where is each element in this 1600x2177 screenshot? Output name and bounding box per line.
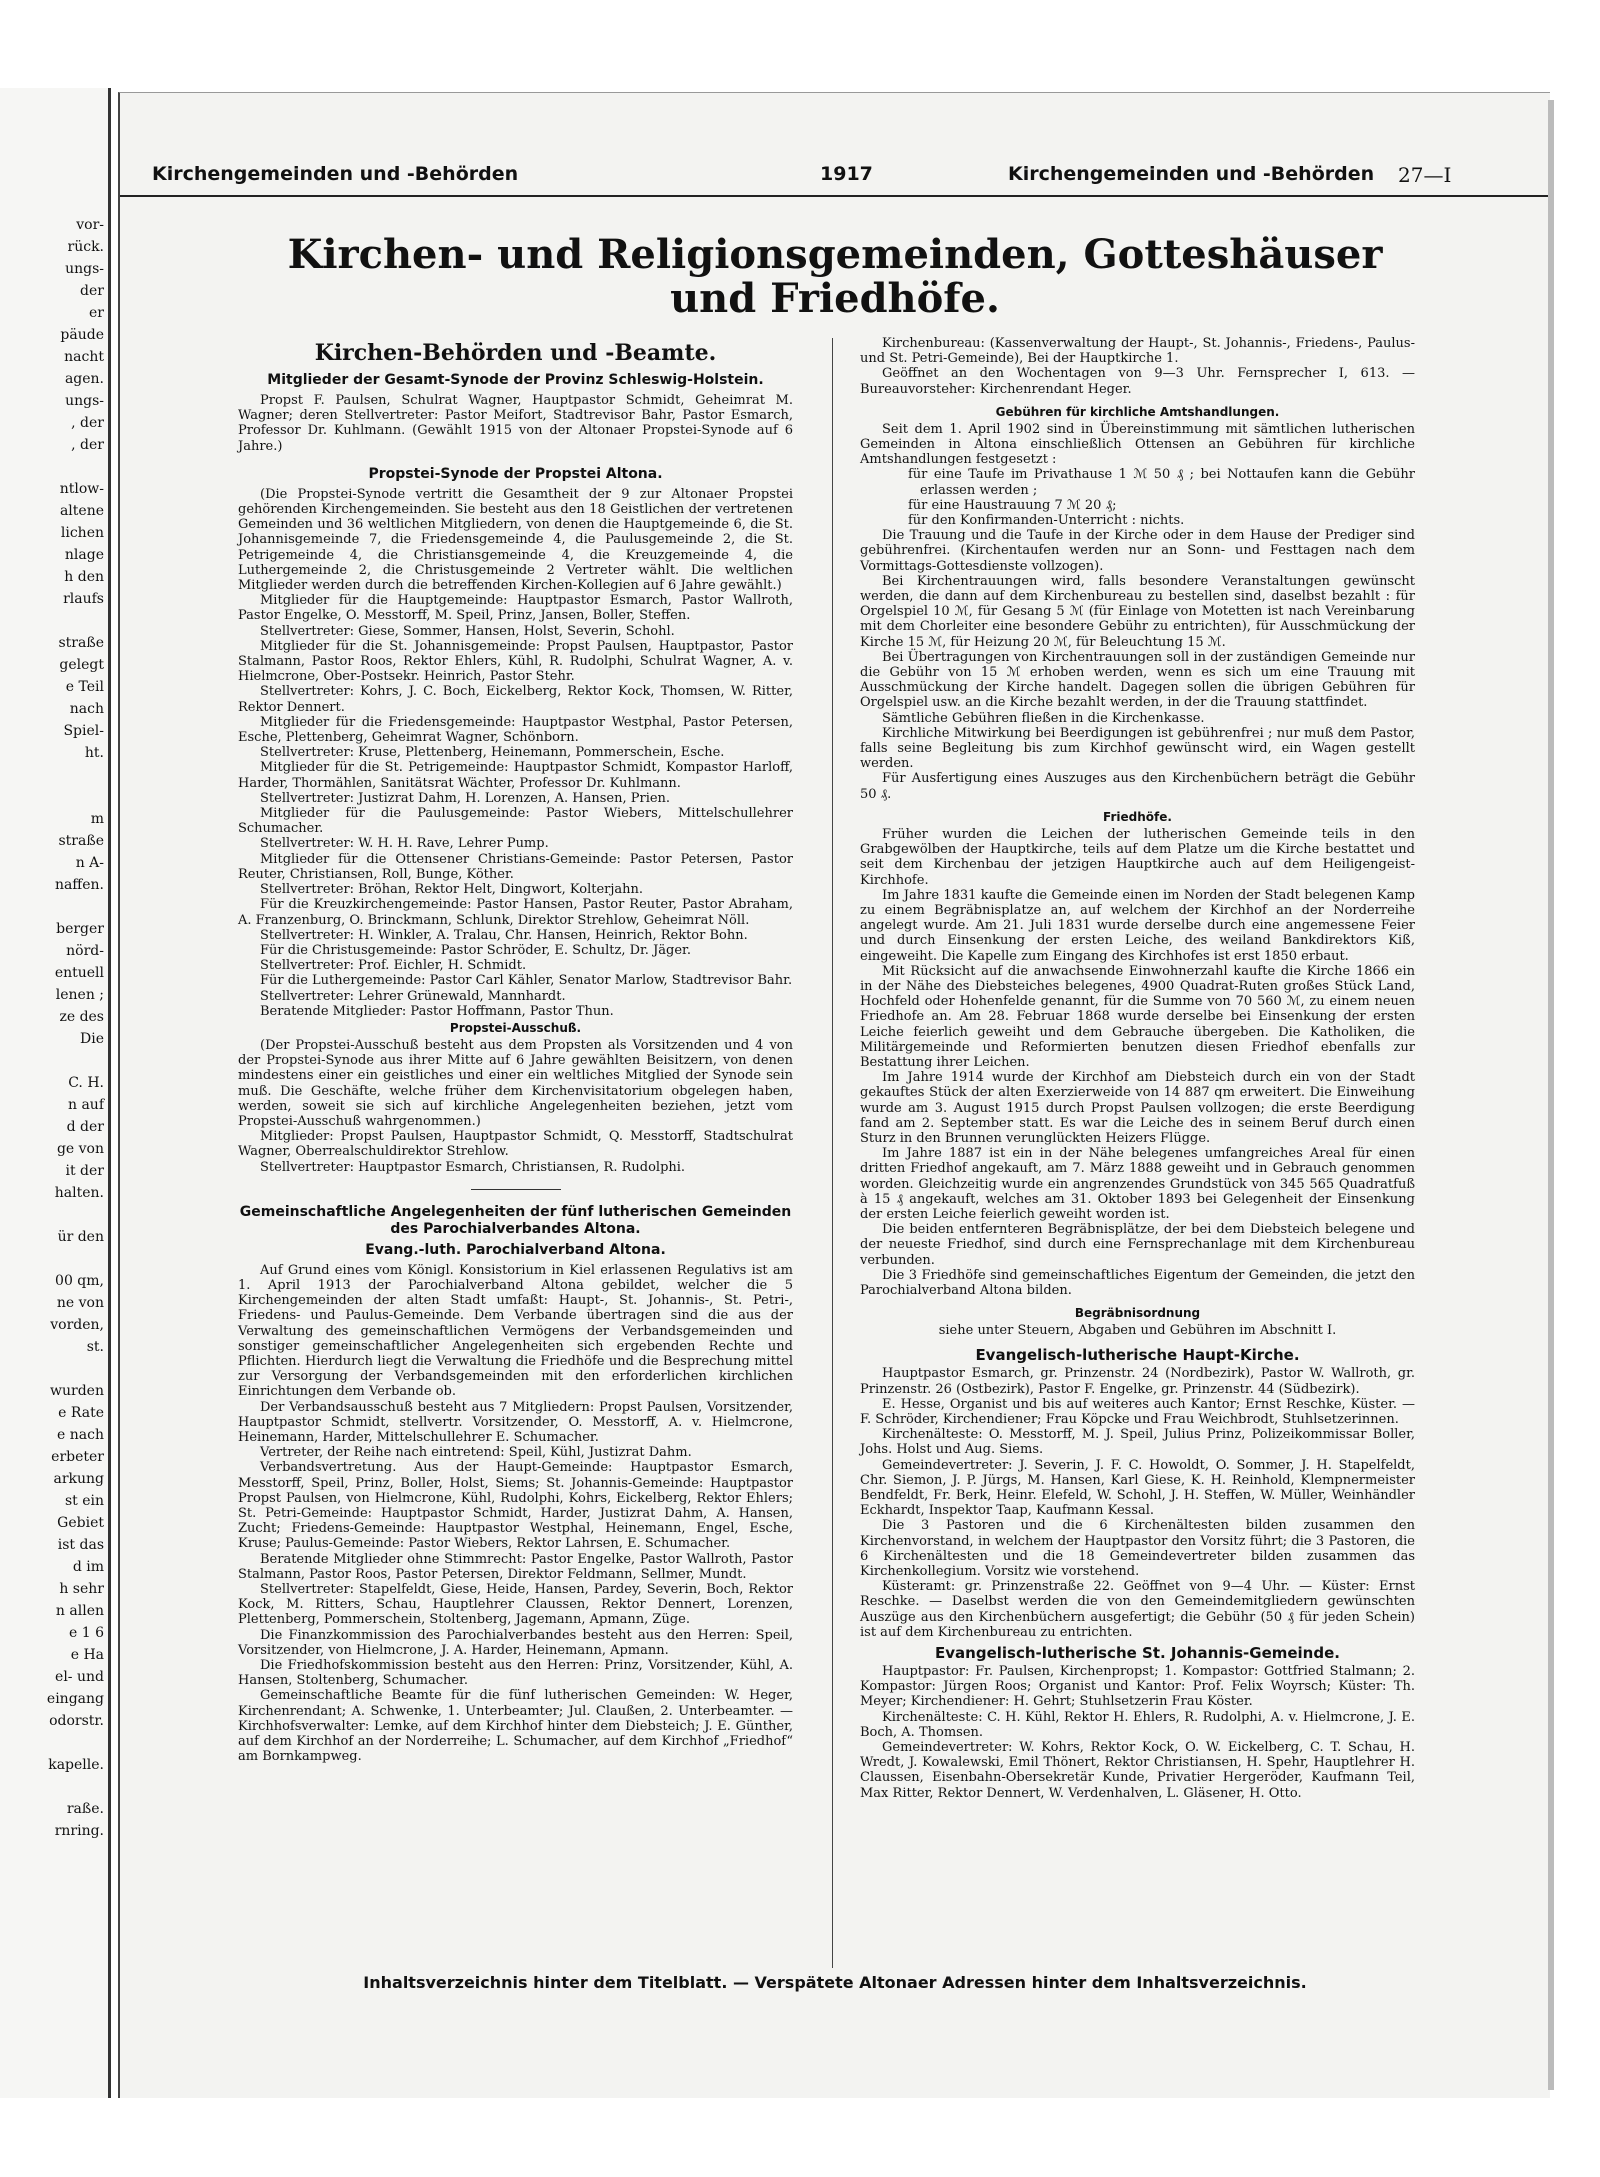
propstei-para: Für die Kreuzkirchengemeinde: Pastor Hansen, Pastor Reuter, Pastor Abraham, A. Franzenburg, O. Brinckmann, Schlunk, Direktor Strehlow, Geheimrat Nöll. bbox=[238, 897, 793, 928]
haupt-para: E. Hesse, Organist und bis auf weiteres auch Kantor; Ernst Reschke, Küster. — F. Schröder, Kirchendiener; Frau Köpcke und Frau Weichbrodt, Stuhlsetzerinnen. bbox=[860, 1396, 1415, 1427]
johannis-para: Kirchenälteste: C. H. Kühl, Rektor H. Ehlers, R. Rudolphi, A. v. Hielmcrone, J. E. Boch, A. Thomsen. bbox=[860, 1709, 1415, 1740]
previous-page-fragment: Die bbox=[80, 1031, 104, 1047]
previous-page-fragment: agen. bbox=[64, 371, 104, 387]
johannis-heading: Evangelisch-lutherische St. Johannis-Gemeinde. bbox=[935, 1644, 1340, 1663]
friedhoefe-para: Die 3 Friedhöfe sind gemeinschaftliches Eigentum der Gemeinden, die jetzt den Parochialverband Altona bilden. bbox=[860, 1267, 1415, 1298]
propstei-para: Mitglieder für die St. Johannisgemeinde: Propst Paulsen, Hauptpastor, Pastor Stalmann, Pastor Roos, Rektor Ehlers, Kühl, R. Rudolphi, Schulrat Wagner, A. v. Hielmcrone, Ober-Postsekr. Heinrich, Pastor Stehr. bbox=[238, 638, 793, 685]
previous-page-fragment: nacht bbox=[64, 349, 104, 365]
previous-page-fragment: odorstr. bbox=[49, 1713, 104, 1729]
friedhoefe-para: Früher wurden die Leichen der lutherischen Gemeinde teils in den Grabgewölben der Hauptkirche, teils auf dem Platze um die Kirche bestattet und seit dem Kirchenbau der jetzigen Hauptkirche auch auf dem Heiligengeist-Kirchhofe. bbox=[860, 826, 1415, 888]
previous-page-fragment: ht. bbox=[84, 745, 104, 761]
haupt-para: Die 3 Pastoren und die 6 Kirchenältesten bilden zusammen den Kirchenvorstand, in welchem der Hauptpastor den Vorsitz führt; die 3 Pastoren, die 6 Kirchenältesten und die 18 Gemeindevertreter bilden zusammen das Kirchenkollegium. Vorsitz wie vorstehend. bbox=[860, 1518, 1415, 1580]
previous-page-fragment: naffen. bbox=[54, 877, 104, 893]
section-title: Kirchen-Behörden und -Beamte. bbox=[314, 340, 717, 366]
previous-page-fragment: ungs- bbox=[65, 393, 104, 409]
previous-page-fragment: lenen ; bbox=[55, 987, 104, 1003]
section-separator bbox=[471, 1189, 561, 1190]
previous-page-fragment: ze des bbox=[59, 1009, 104, 1025]
gebuehren-item: für eine Taufe im Privathause 1 ℳ 50 ₰ ; bei Nottaufen kann die Gebühr erlassen werden ; bbox=[908, 467, 1415, 498]
previous-page-fragment: Spiel- bbox=[63, 723, 104, 739]
previous-page-fragment: nlage bbox=[64, 547, 104, 563]
previous-page-fragment: ge von bbox=[56, 1141, 104, 1157]
verband-para: Der Verbandsausschuß besteht aus 7 Mitgliedern: Propst Paulsen, Vorsitzender, Hauptpastor Schmidt, stellvertr. Vorsitzender, O. Messtorff, A. v. Hielmcrone, Heinemann, Harder, Mittelschullehrer E. Schumacher. bbox=[238, 1399, 793, 1445]
previous-page-fragment: d im bbox=[72, 1559, 104, 1575]
propstei-para: Stellvertreter: Kohrs, J. C. Boch, Eickelberg, Rektor Kock, Thomsen, W. Ritter, Rektor Dennert. bbox=[238, 684, 793, 715]
previous-page-fragment: ür den bbox=[57, 1229, 104, 1245]
ausschuss-para: (Der Propstei-Ausschuß besteht aus dem Propsten als Vorsitzenden und 4 von der Propstei-Synode aus ihrer Mitte auf 6 Jahre gewählten Beisitzern, von denen mindestens einer ein geistliches und einer ein weltliches Mitglied der Synode sein muß. Die Geschäfte, welche früher dem Kirchenvisitatorium obgelegen haben, werden, soweit sie sich auf kirchliche Angelegenheiten beziehen, jetzt vom Propstei-Ausschuß wahrgenommen.) bbox=[238, 1037, 793, 1129]
previous-page-fragment: nörd- bbox=[66, 943, 104, 959]
previous-page-fragment: st ein bbox=[64, 1493, 104, 1509]
previous-page-fragment: berger bbox=[56, 921, 104, 937]
previous-page-fragment: st. bbox=[86, 1339, 104, 1355]
previous-page-fragment: ne von bbox=[56, 1295, 104, 1311]
page-number: 27—I bbox=[1398, 163, 1452, 187]
haupt-para: Hauptpastor Esmarch, gr. Prinzenstr. 24 (Nordbezirk), Pastor W. Wallroth, gr. Prinzenstr. 26 (Ostbezirk), Pastor F. Engelke, gr. Prinzenstr. 44 (Südbezirk). bbox=[860, 1366, 1415, 1397]
propstei-para: Für die Christusgemeinde: Pastor Schröder, E. Schultz, Dr. Jäger. bbox=[260, 942, 691, 958]
previous-page-fragment: n auf bbox=[67, 1097, 104, 1113]
document-page bbox=[118, 92, 1550, 2098]
previous-page-fragment: wurden bbox=[50, 1383, 104, 1399]
head-rule bbox=[120, 195, 1550, 197]
previous-page-fragment: C. H. bbox=[68, 1075, 104, 1091]
gebuehren-para: Sämtliche Gebühren fließen in die Kirchenkasse. bbox=[882, 710, 1205, 726]
gebuehren-intro: Seit dem 1. April 1902 sind in Übereinstimmung mit sämtlichen lutherischen Gemeinden in Altona einschließlich Ottensen an Gebühren für kirchliche Amtshandlungen festgesetzt : bbox=[860, 421, 1415, 468]
friedhoefe-para: Im Jahre 1831 kaufte die Gemeinde einen im Norden der Stadt belegenen Kamp zu einem Begräbnisplatze an, auf welchem der Kirchhof an der Norderreihe angelegt wurde. Am 21. Juli 1831 wurde derselbe durch eine angemessene Feier und durch Einsenkung der ersten Leiche, des weiland Bankdirektors Kiß, eingeweiht. Die Kapelle zum Eingang des Kirchhofes ist erst 1850 erbaut. bbox=[860, 887, 1415, 964]
ordnung-heading: Begräbnisordnung bbox=[1074, 1306, 1201, 1321]
gebuehren-item: für eine Haustrauung 7 ℳ 20 ₰; bbox=[908, 497, 1117, 513]
previous-page-fragment: nach bbox=[69, 701, 104, 717]
gemein-heading: Gemeinschaftliche Angelegenheiten der fünf lutherischen Gemeinden des Parochialverbandes Altona. bbox=[239, 1203, 792, 1237]
propstei-para: Für die Luthergemeinde: Pastor Carl Kähler, Senator Marlow, Stadtrevisor Bahr. bbox=[260, 973, 793, 989]
page-edge-shadow bbox=[1548, 100, 1554, 2090]
previous-page-fragment: e 1 6 bbox=[69, 1625, 104, 1641]
gebuehren-para: Bei Kirchentrauungen wird, falls besondere Veranstaltungen gewünscht werden, die dann auf dem Kirchenbureau zu bestellen sind, daselbst bezahlt : für Orgelspiel 10 ℳ, für Gesang 5 ℳ (für Einlage von Motetten ist nach Vereinbarung mit dem Chorleiter eine besondere Gebühr zu entrichten), für Ausschmückung der Kirche 15 ℳ, für Heizung 20 ℳ, für Beleuchtung 15 ℳ. bbox=[860, 573, 1415, 650]
previous-page-fragment: arkung bbox=[53, 1471, 104, 1487]
ausschuss-para: Stellvertreter: Hauptpastor Esmarch, Christiansen, R. Rudolphi. bbox=[260, 1159, 686, 1175]
propstei-para: Mitglieder für die Friedensgemeinde: Hauptpastor Westphal, Pastor Petersen, Esche, Plettenberg, Geheimrat Wagner, Schönborn. bbox=[238, 714, 793, 746]
right-column bbox=[860, 336, 1415, 1801]
propstei-para: Stellvertreter: Giese, Sommer, Hansen, Holst, Severin, Schohl. bbox=[260, 623, 675, 639]
ausschuss-heading: Propstei-Ausschuß. bbox=[449, 1020, 582, 1035]
running-head bbox=[120, 163, 1550, 193]
previous-page-fragment: straße bbox=[58, 635, 104, 651]
previous-page-fragment: m bbox=[90, 811, 104, 827]
previous-page-fragment: halten. bbox=[54, 1185, 104, 1201]
gebuehren-para: Für Ausfertigung eines Auszuges aus den Kirchenbüchern beträgt die Gebühr 50 ₰. bbox=[860, 771, 1415, 802]
friedhoefe-para: Im Jahre 1914 wurde der Kirchhof am Diebsteich durch ein von der Stadt gekauftes Stück der alten Exerzierweide von 14 887 qm erweitert. Die Einweihung wurde am 3. August 1915 durch Propst Paulsen vollzogen; die erste Beerdigung fand am 2. September statt. Es war die Leiche des in seinem Beruf durch einen Sturz in den Brunnen verunglückten Heizers Flügge. bbox=[860, 1070, 1415, 1146]
verband-para: Verbandsvertretung. Aus der Haupt-Gemeinde: Hauptpastor Esmarch, Messtorff, Speil, Prinz, Boller, Holst, Siems; St. Johannis-Gemeinde: Hauptpastor Propst Paulsen, von Hielmcrone, Kühl, Rudolphi, Kohrs, Eickelberg, Rektor Ehlers; St. Petri-Gemeinde: Hauptpastor Schmidt, Harder, Justizrat Dahm, A. Hansen, Zucht; Friedens-Gemeinde: Hauptpastor Westphal, Heinemann, Engel, Esche, Kruse; Paulus-Gemeinde: Pastor Wiebers, Rektor Lahrsen, E. Schumacher. bbox=[238, 1460, 793, 1552]
previous-page-fragment: straße bbox=[58, 833, 104, 849]
page-title-line2: und Friedhöfe. bbox=[670, 275, 1000, 322]
previous-page-fragment: , der bbox=[71, 415, 104, 431]
propstei-para: Stellvertreter: Prof. Eichler, H. Schmidt. bbox=[260, 958, 527, 974]
haupt-heading: Evangelisch-lutherische Haupt-Kirche. bbox=[975, 1346, 1300, 1365]
left-column bbox=[238, 338, 793, 1764]
verband-para: Gemeinschaftliche Beamte für die fünf lutherischen Gemeinden: W. Heger, Kirchenrendant; A. Schwenke, 1. Unterbeamter; Jul. Claußen, 2. Unterbeamter. — Kirchhofsverwalter: Lemke, auf dem Kirchhof hinter dem Diebsteich; J. E. Günther, auf dem Kirchhof an der Norderreihe; L. Schumacher, auf dem Kirchhof „Friedhof“ am Bornkampweg. bbox=[238, 1688, 793, 1765]
previous-page-fragment: altene bbox=[59, 503, 104, 519]
previous-page-fragment: e nach bbox=[57, 1427, 104, 1443]
buero-para: Geöffnet an den Wochentagen von 9—3 Uhr. Fernsprecher I, 613. — Bureauvorsteher: Kirchenrendant Heger. bbox=[860, 366, 1415, 397]
previous-page-fragment: e Ha bbox=[70, 1647, 104, 1663]
previous-page-fragment: raße. bbox=[66, 1801, 104, 1817]
friedhoefe-heading: Friedhöfe. bbox=[1103, 809, 1172, 824]
previous-page-fragment: e Rate bbox=[58, 1405, 104, 1421]
synode-text: Propst F. Paulsen, Schulrat Wagner, Hauptpastor Schmidt, Geheimrat M. Wagner; deren Stellvertreter: Pastor Meifort, Stadtrevisor Bahr, Pastor Esmarch, Professor Dr. Kuhlmann. (Gewählt 1915 von der Altonaer Propstei-Synode auf 6 Jahre.) bbox=[238, 393, 793, 454]
propstei-para: Stellvertreter: H. Winkler, A. Tralau, Chr. Hansen, Heinrich, Rektor Bohn. bbox=[260, 927, 748, 943]
propstei-para: Stellvertreter: Justizrat Dahm, H. Lorenzen, A. Hansen, Prien. bbox=[260, 790, 671, 806]
previous-page-fragment: entuell bbox=[54, 965, 104, 981]
propstei-para: Mitglieder für die Paulusgemeinde: Pastor Wiebers, Mittelschullehrer Schumacher. bbox=[238, 806, 793, 837]
synode-heading: Mitglieder der Gesamt-Synode der Provinz Schleswig-Holstein. bbox=[267, 372, 764, 388]
propstei-para: Stellvertreter: Lehrer Grünewald, Mannhardt. bbox=[260, 988, 566, 1004]
johannis-para: Gemeindevertreter: W. Kohrs, Rektor Kock, O. W. Eickelberg, C. T. Schau, H. Wredt, J. Kowalewski, Emil Thönert, Rektor Christiansen, H. Spehr, Hauptlehrer H. Claussen, Eisenbahn-Obersekretär Kunde, Privatier Hergeröder, Kaufmann Teil, Max Ritter, Rektor Dennert, W. Verdenhalven, L. Gläsener, H. Otto. bbox=[860, 1740, 1415, 1801]
previous-page-fragment: Gebiet bbox=[57, 1515, 104, 1531]
verband-heading: Evang.-luth. Parochialverband Altona. bbox=[365, 1241, 666, 1258]
friedhoefe-para: Die beiden entfernteren Begräbnisplätze, der bei dem Diebsteich belegene und der neueste Friedhof, sind durch eine Fernsprechanlage mit dem Kirchenbureau verbunden. bbox=[860, 1222, 1415, 1268]
previous-page-fragment: el- und bbox=[55, 1669, 104, 1685]
previous-page-fragment: lichen bbox=[60, 525, 104, 541]
previous-page-fragment: eingang bbox=[46, 1691, 104, 1707]
propstei-para: Mitglieder für die Hauptgemeinde: Hauptpastor Esmarch, Pastor Wallroth, Pastor Engelke, O. Messtorff, M. Speil, Prinz, Jansen, Boller, Steffen. bbox=[238, 593, 793, 624]
propstei-para: (Die Propstei-Synode vertritt die Gesamtheit der 9 zur Altonaer Propstei gehörenden Kirchengemeinden. Sie besteht aus den 18 Geistlichen der vertretenen Gemeinden und 36 weltlichen Mitgliedern, von denen die Hauptgemeinde 6, die St. Johannisgemeinde 7, die Friedensgemeinde 4, die Paulusgemeinde 2, die St. Petrigemeinde 4, die Christiansgemeinde 4, die Kreuzgemeinde 4, die Luthergemeinde 2, die Christusgemeinde 2 Vertreter wählt. Die weltlichen Mitglieder werden durch die betreffenden Kirchen-Kollegien auf 6 Jahre gewählt.) bbox=[238, 486, 793, 594]
friedhoefe-para: Mit Rücksicht auf die anwachsende Einwohnerzahl kaufte die Kirche 1866 ein in der Nähe des Diebsteiches belegenes, 4900 Quadrat-Ruten großes Stück Land, Hochfeld oder Hohenfelde genannt, für die Summe von 70 560 ℳ, zu einem neuen Friedhofe an. Am 28. Februar 1868 wurde derselbe bei Einsenkung der ersten Leiche feierlich geweiht und dem Gebrauche übergeben. Die Katholiken, die Militärgemeinde und Reformierten benutzen diesen Friedhof ebenfalls zur Bestattung ihrer Leichen. bbox=[860, 963, 1415, 1070]
previous-page-fragment: rlaufs bbox=[63, 591, 104, 607]
previous-page-edge bbox=[0, 88, 111, 2098]
previous-page-fragment: 00 qm, bbox=[55, 1273, 104, 1289]
column-divider bbox=[832, 338, 833, 1968]
verband-para: Vertreter, der Reihe nach eintretend: Speil, Kühl, Justizrat Dahm. bbox=[260, 1445, 692, 1461]
previous-page-fragment: ntlow- bbox=[59, 481, 104, 497]
previous-page-fragment: n A- bbox=[75, 855, 104, 871]
verband-para: Auf Grund eines vom Königl. Konsistorium in Kiel erlassenen Regulativs ist am 1. April 1913 der Parochialverband Altona gebildet, welcher die 5 Kirchengemeinden der alten Stadt umfaßt: Haupt-, St. Johannis-, St. Petri-, Friedens- und Paulus-Gemeinde. Dem Verbande übertragen sind die aus der Verwaltung des gemeinschaftlichen Vermögens der Verbandsgemeinden und sonstiger gemeinschaftlicher Angelegenheiten sich ergebenden Rechte und Pflichten. Hierdurch liegt die Verwaltung die Friedhöfe und die Besprechung mittel zur Versorgung der Verbandsgemeinden mit den erforderlichen kirchlichen Einrichtungen dem Verbande ob. bbox=[238, 1262, 793, 1400]
running-head-right: Kirchengemeinden und -Behörden bbox=[1008, 163, 1375, 185]
haupt-para: Kirchenälteste: O. Messtorff, M. J. Speil, Julius Prinz, Polizeikommissar Boller, Johs. Holst und Aug. Siems. bbox=[860, 1427, 1415, 1458]
previous-page-fragment: rück. bbox=[67, 239, 104, 255]
propstei-para: Mitglieder für die St. Petrigemeinde: Hauptpastor Schmidt, Kompastor Harloff, Harder, Thormählen, Sanitätsrat Wächter, Professor Dr. Kuhlmann. bbox=[238, 760, 793, 791]
verband-para: Die Finanzkommission des Parochialverbandes besteht aus den Herren: Speil, Vorsitzender, von Hielmcrone, J. A. Harder, Heinemann, Apmann. bbox=[238, 1627, 793, 1658]
ordnung-text: siehe unter Steuern, Abgaben und Gebühren im Abschnitt I. bbox=[938, 1323, 1337, 1339]
previous-page-fragment: ist das bbox=[57, 1537, 104, 1553]
previous-page-fragment: der bbox=[80, 283, 104, 299]
johannis-para: Hauptpastor: Fr. Paulsen, Kirchenpropst; 1. Kompastor: Gottfried Stalmann; 2. Kompastor: Jürgen Roos; Organist und Kantor: Prof. Felix Woyrsch; Küster: Th. Meyer; Kirchendiener: H. Gehrt; Stuhlsetzerin Frau Köster. bbox=[860, 1664, 1415, 1710]
previous-page-fragment: kapelle. bbox=[48, 1757, 104, 1773]
previous-page-fragment: , der bbox=[71, 437, 104, 453]
footer-note: Inhaltsverzeichnis hinter dem Titelblatt. — Verspätete Altonaer Adressen hinter dem Inhaltsverzeichnis. bbox=[363, 1973, 1307, 1992]
propstei-para: Beratende Mitglieder: Pastor Hoffmann, Pastor Thun. bbox=[260, 1003, 614, 1019]
previous-page-fragment: gelegt bbox=[59, 657, 104, 673]
propstei-para: Mitglieder für die Ottensener Christians-Gemeinde: Pastor Petersen, Pastor Reuter, Christiansen, Roll, Bunge, Köther. bbox=[238, 851, 793, 882]
previous-page-fragment: vorden, bbox=[50, 1317, 104, 1333]
verband-para: Beratende Mitglieder ohne Stimmrecht: Pastor Engelke, Pastor Wallroth, Pastor Stalmann, Pastor Roos, Pastor Petersen, Direktor Feldmann, Sellmer, Mundt. bbox=[238, 1551, 793, 1582]
running-head-left: Kirchengemeinden und -Behörden bbox=[152, 163, 519, 185]
haupt-para: Gemeindevertreter: J. Severin, J. F. C. Howoldt, O. Sommer, J. H. Stapelfeldt, Chr. Siemon, J. P. Jürgs, M. Hansen, Karl Giese, K. H. Reinhold, Klempnermeister Bendfeldt, Fr. Berk, Heinr. Elefeld, W. Schohl, J. H. Steffen, W. Müller, Weinhändler Eckhardt, Inspektor Taap, Kaufmann Kessal. bbox=[860, 1457, 1415, 1519]
propstei-para: Stellvertreter: W. H. H. Rave, Lehrer Pump. bbox=[260, 836, 549, 852]
previous-page-fragment: n allen bbox=[55, 1603, 104, 1619]
gebuehren-item: für den Konfirmanden-Unterricht : nichts. bbox=[908, 513, 1185, 529]
gebuehren-para: Bei Übertragungen von Kirchentrauungen soll in der zuständigen Gemeinde nur die Gebühr von 15 ℳ erhoben werden, wenn es sich um eine Trauung mit Ausschmückung der Kirche handelt. Dagegen sollen die übrigen Gebühren für Orgelspiel usw. an die Kirche bezahlt werden, in der die Trauung stattfindet. bbox=[860, 649, 1415, 711]
verband-para: Stellvertreter: Stapelfeldt, Giese, Heide, Hansen, Pardey, Severin, Boch, Rektor Kock, M. Ritters, Schau, Hauptlehrer Claussen, Rektor Dennert, Lorenzen, Plettenberg, Pommerschein, Stoltenberg, Jagemann, Apmann, Züge. bbox=[238, 1582, 793, 1628]
buero-para: Kirchenbureau: (Kassenverwaltung der Haupt-, St. Johannis-, Friedens-, Paulus- und St. Petri-Gemeinde), Bei der Hauptkirche 1. bbox=[860, 336, 1415, 367]
previous-page-fragment: it der bbox=[65, 1163, 104, 1179]
ausschuss-para: Mitglieder: Propst Paulsen, Hauptpastor Schmidt, Q. Messtorff, Stadtschulrat Wagner, Oberrealschuldirektor Strehlow. bbox=[238, 1129, 793, 1160]
haupt-para: Küsteramt: gr. Prinzenstraße 22. Geöffnet von 9—4 Uhr. — Küster: Ernst Reschke. — Daselbst werden die von den Gemeindemitgliedern gewünschten Auszüge aus den Kirchenbüchern ausgefertigt; die Gebühr (50 ₰ für jeden Schein) ist auf dem Kirchenbureau zu entrichten. bbox=[860, 1579, 1415, 1640]
friedhoefe-para: Im Jahre 1887 ist ein in der Nähe belegenes umfangreiches Areal für einen dritten Friedhof angekauft, am 7. März 1888 geweiht und in Gebrauch genommen worden. Gleichzeitig wurde ein angrenzendes Grundstück von 345 565 Quadratfuß à 15 ₰ angekauft, welches am 31. Oktober 1893 bei Gelegenheit der Einsenkung der ersten Leiche feierlich geweiht worden ist. bbox=[860, 1146, 1415, 1222]
gebuehren-heading: Gebühren für kirchliche Amtshandlungen. bbox=[995, 404, 1280, 419]
propstei-heading: Propstei-Synode der Propstei Altona. bbox=[368, 465, 663, 482]
page-title-line1: Kirchen- und Religionsgemeinden, Gotteshäuser bbox=[287, 231, 1383, 278]
previous-page-fragment: h sehr bbox=[59, 1581, 104, 1597]
previous-page-fragment: vor- bbox=[76, 217, 104, 233]
previous-page-fragment: e Teil bbox=[65, 679, 104, 695]
previous-page-fragment: ungs- bbox=[65, 261, 104, 277]
verband-para: Die Friedhofskommission besteht aus den Herren: Prinz, Vorsitzender, Kühl, A. Hansen, Stoltenberg, Schumacher. bbox=[238, 1658, 793, 1689]
previous-page-fragment: h den bbox=[64, 569, 104, 585]
gebuehren-para: Kirchliche Mitwirkung bei Beerdigungen ist gebührenfrei ; nur muß dem Pastor, falls seine Begleitung bis zum Kirchhof gewünscht wird, ein Wagen gestellt werden. bbox=[860, 725, 1415, 772]
gebuehren-para: Die Trauung und die Taufe in der Kirche oder in dem Hause der Prediger sind gebührenfrei. (Kirchentaufen werden nur an Sonn- und Festtagen nach dem Vormittags-Gottesdienste vollzogen). bbox=[860, 528, 1415, 574]
propstei-para: Stellvertreter: Bröhan, Rektor Helt, Dingwort, Kolterjahn. bbox=[260, 882, 644, 898]
running-head-year: 1917 bbox=[820, 163, 873, 185]
previous-page-fragment: er bbox=[89, 305, 104, 321]
propstei-para: Stellvertreter: Kruse, Plettenberg, Heinemann, Pommerschein, Esche. bbox=[260, 745, 725, 761]
previous-page-fragment: erbeter bbox=[51, 1449, 104, 1465]
previous-page-fragment: d der bbox=[66, 1119, 104, 1135]
previous-page-fragment: rnring. bbox=[54, 1823, 104, 1839]
previous-page-fragment: päude bbox=[60, 327, 104, 343]
